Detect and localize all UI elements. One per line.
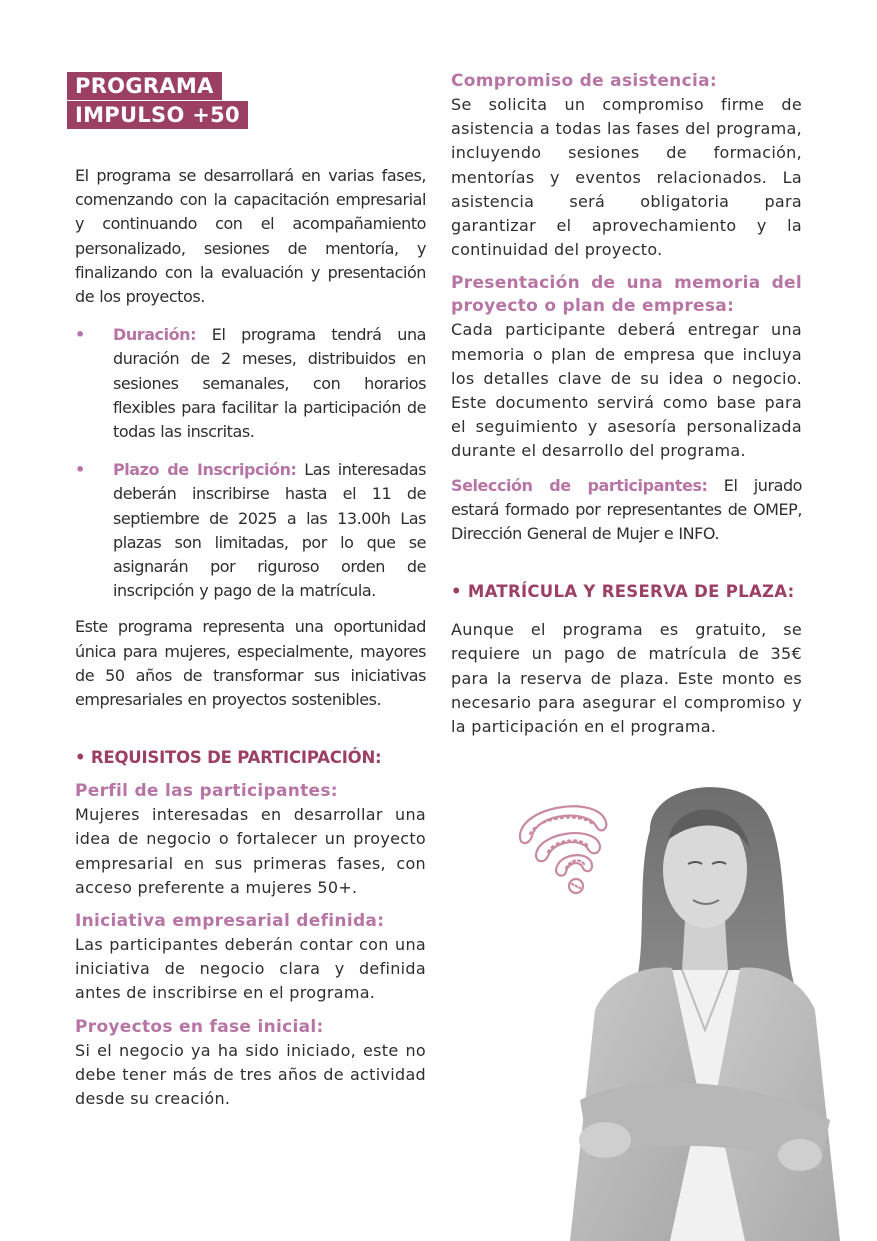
perfil-text: Mujeres interesadas en desarrollar una idea de negocio o fortalecer un proyecto empresarial en sus primeras fases, con acceso preferente a mujeres 50+.: [75, 805, 426, 897]
left-column: [75, 164, 426, 1111]
program-details-list: [75, 323, 426, 603]
requisitos-heading: • REQUISITOS DE PARTICIPACIÓN:: [75, 748, 382, 768]
seleccion-paragraph: [451, 474, 802, 547]
right-column: [451, 70, 802, 739]
plazo-label: Plazo de Inscripción:: [113, 460, 297, 480]
compromiso-text: Se solicita un compromiso firme de asistencia a todas las fases del programa, incluyendo sesiones de formación, mentorías y eventos relacionados. La asistencia será obligatoria para garantizar el aprovechamiento y la continuidad del proyecto.: [451, 95, 802, 260]
woman-portrait-photo: [500, 770, 877, 1241]
matricula-text: Aunque el programa es gratuito, se requiere un pago de matrícula de 35€ para la reserva de plaza. Este monto es necesario para asegurar el compromiso y la participación en el programa.: [451, 620, 802, 737]
iniciativa-title: Iniciativa empresarial definida:: [75, 911, 385, 932]
title-line-1: PROGRAMA: [67, 72, 222, 100]
bullet-icon: •: [75, 325, 86, 345]
plazo-text: Las interesadas deberán inscribirse hasta el 11 de septiembre de 2025 a las 13.00h Las plazas son limitadas, por lo que se asignarán por riguroso orden de inscripción y pago de la matrícula.: [113, 460, 426, 601]
bullet-icon: •: [75, 460, 86, 480]
compromiso-title: Compromiso de asistencia:: [451, 71, 717, 91]
proyectos-text: Si el negocio ya ha sido iniciado, este no debe tener más de tres años de actividad desde su creación.: [75, 1040, 426, 1109]
seleccion-text: El jurado estará formado por representantes de OMEP, Dirección General de Mujer e INFO.: [451, 475, 802, 544]
seleccion-label: Selección de participantes:: [451, 475, 708, 495]
perfil-title: Perfil de las participantes:: [75, 781, 338, 802]
title-line-2: IMPULSO +50: [67, 101, 248, 129]
intro-paragraph: El programa se desarrollará en varias fases, comenzando con la capacitación empresarial y continuando con el acompañamiento personalizado, sesiones de mentoría, y finalizando con la evaluación y presentación de los proyectos.: [75, 166, 426, 307]
memoria-text: Cada participante deberá entregar una memoria o plan de empresa que incluya los detalles clave de su idea o negocio. Este documento servirá como base para el seguimiento y asesoría personalizada durante el desarrollo del programa.: [451, 320, 802, 461]
closing-paragraph: Este programa representa una oportunidad única para mujeres, especialmente, mayores de 50 años de transformar sus iniciativas empresariales en proyectos sostenibles.: [75, 617, 426, 710]
proyectos-title: Proyectos en fase inicial:: [75, 1016, 324, 1037]
page-title: [67, 72, 248, 129]
duracion-label: Duración:: [113, 325, 197, 345]
matricula-heading: • MATRÍCULA Y RESERVA DE PLAZA:: [451, 582, 795, 602]
duracion-text: El programa tendrá una duración de 2 meses, distribuidos en sesiones semanales, con horarios flexibles para facilitar la participación de todas las inscritas.: [113, 325, 426, 442]
memoria-title: Presentación de una memoria del proyecto o plan de empresa:: [451, 273, 802, 317]
iniciativa-text: Las participantes deberán contar con una iniciativa de negocio clara y definida antes de inscribirse en el programa.: [75, 935, 426, 1003]
list-item-plazo: [75, 458, 426, 603]
list-item-duracion: [75, 323, 426, 444]
